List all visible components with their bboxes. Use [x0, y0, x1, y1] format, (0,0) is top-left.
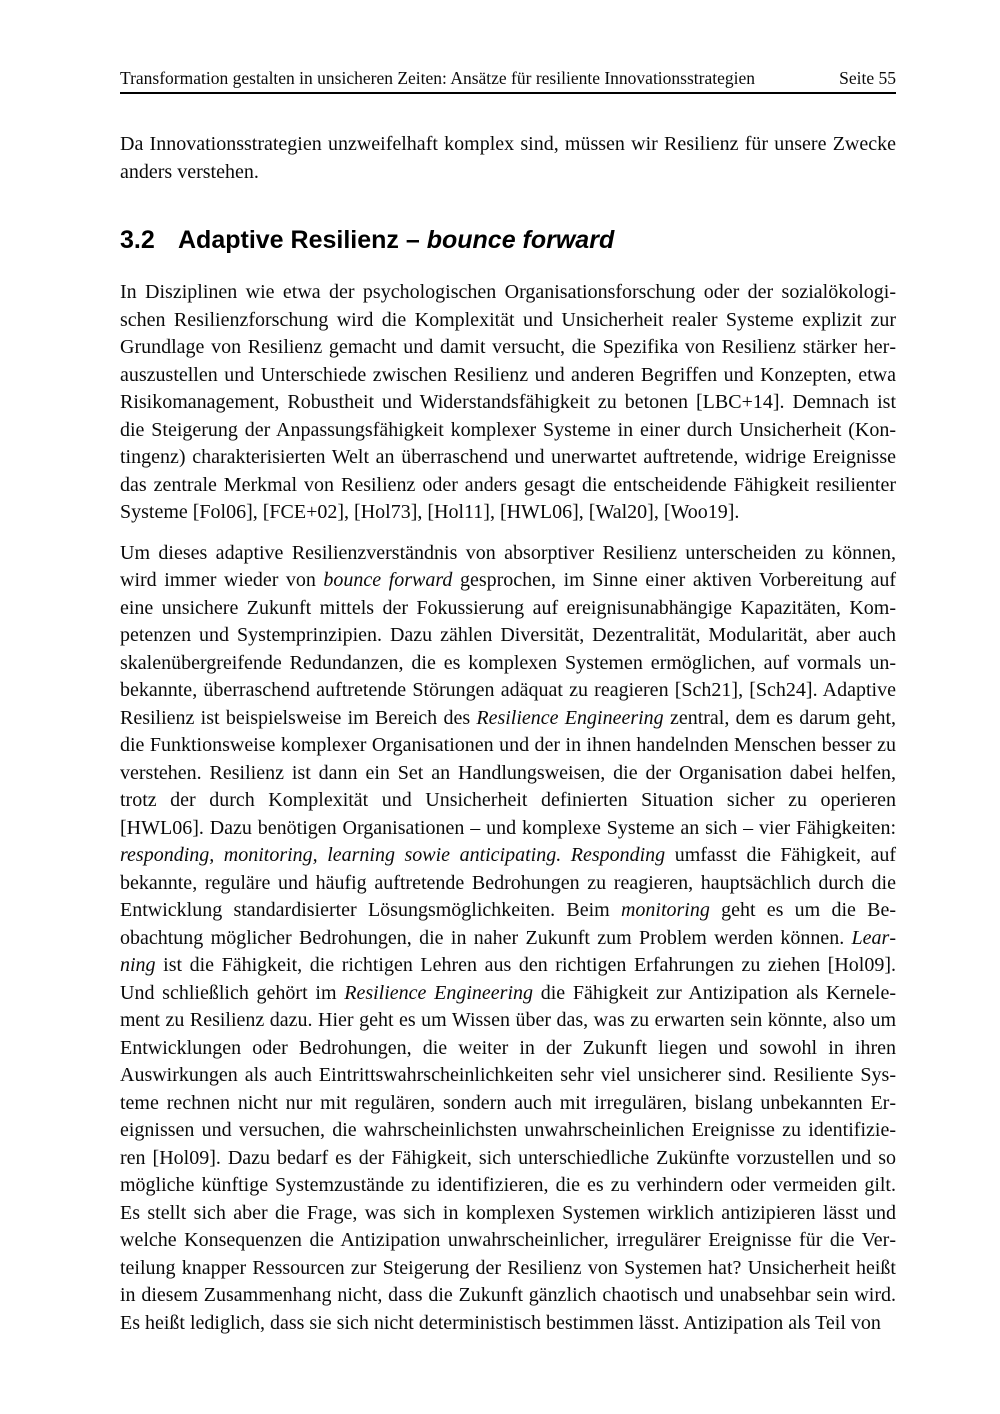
section-number: 3.2	[120, 226, 155, 255]
running-header-title: Transformation gestalten in unsicheren Zeiten: Ansätze für resiliente Innovationsstrategien	[120, 68, 756, 88]
text-run: die Fähigkeit zur Antizipation als Kernelement zu Resilienz dazu. Hier geht es um Wissen über das, was zu erwarten sein könnte, also um Entwicklungen oder Bedrohungen, die weiter in der Zukunft liegen und sowohl in ihren Auswirkungen als auch Eintrittswahrscheinlichkeiten sehr viel unsicherer sind. Resiliente Systeme rechnen nicht nur mit regulären, sondern auch mit irregulären, bislang unbekannten Ereignissen und versuchen, die wahrscheinlichsten unwahrscheinlichen Ereignisse zu identifizieren [Hol09]. Dazu bedarf es der Fähigkeit, sich unterschiedliche Zukünfte vorzustellen und so mögliche künftige Systemzustände zu identifizieren, die es zu verhindern oder vermeiden gilt. Es stellt sich aber die Frage, was sich in komplexen Systemen wirklich antizipieren lässt und welche Konsequenzen die Antizipation unwahrscheinlicher, irregulärer Ereignisse für die Verteilung knapper Ressourcen zur Steigerung der Resilienz von Systemen hat? Unsicherheit heißt in diesem Zusammenhang nicht, dass die Zukunft gänzlich chaotisch und unabsehbar sein wird. Es heißt lediglich, dass sie sich nicht deterministisch bestimmen lässt. Antizipation als Teil von	[120, 981, 896, 1334]
text-run: Um dieses adaptive Resilienzverständnis von absorptiver Resilienz unterscheiden zu können, wird immer wieder von	[120, 541, 896, 592]
text-run: umfasst die Fähigkeit, auf bekannte, reguläre und häufig auftretende Bedrohungen zu reagieren, hauptsächlich durch die Entwicklung standardisierter Lösungsmöglichkeiten. Beim	[120, 844, 897, 922]
section-title: Adaptive Resilienz –	[178, 226, 427, 255]
text-run: zentral, dem es darum geht, die Funktionsweise komplexer Organisationen und der in ihnen handelnden Menschen besser zu verstehen. Resilienz ist dann ein Set an Handlungsweisen, die der Organisation dabei helfen, trotz der durch Komplexität und Unsicherheit definierten Situation sicher zu operieren [HWL06]. Dazu benötigen Organisationen – und komplexe Systeme an sich – vier Fähigkeiten:	[120, 706, 897, 839]
section-title-emphasis: bounce forward	[426, 226, 615, 255]
body-paragraph-2	[120, 540, 896, 1338]
text-run: Da Innovationsstrategien unzweifelhaft komplex sind, müssen wir Resilienz für unsere Zwecke anders verstehen.	[120, 133, 896, 183]
emphasized-text-run: bounce forward	[323, 569, 453, 592]
text-run: gesprochen, im Sinne einer aktiven Vorbereitung auf eine unsichere Zukunft mittels der Fokussierung auf ereignisunabhängige Kapazitäten, Kompetenzen und Systemprinzipien. Dazu zählen Diversität, Dezentralität, Modularität, aber auch skalenübergreifende Redundanzen, die es komplexen Systemen ermöglichen, auf vormals unbekannte, überraschend auftretende Störungen adäquat zu reagieren [Sch21], [Sch24]. Adaptive Resilienz ist beispielsweise im Bereich des	[120, 569, 896, 729]
emphasized-text-run: Resilience Engineering	[476, 706, 664, 729]
emphasized-text-run: responding, monitoring, learning sowie anticipating. Responding	[120, 844, 666, 867]
emphasized-text-run: Resilience Engineering	[344, 981, 534, 1004]
running-header	[120, 68, 896, 94]
emphasized-text-run: Learning	[120, 926, 896, 977]
page-body	[120, 131, 896, 1337]
page-number: Seite 55	[839, 68, 896, 88]
intro-paragraph	[120, 131, 896, 186]
text-run: In Disziplinen wie etwa der psychologischen Organisationsforschung oder der sozialökologischen Resilienzforschung wird die Komplexität und Unsicherheit realer Systeme explizit zur Grundlage von Resilienz gemacht und damit versucht, die Spezifika von Resilienz stärker herauszustellen und Unterschiede zwischen Resilienz und anderen Begriffen und Konzepten, etwa Risikomanagement, Robustheit und Widerstandsfähigkeit zu betonen [LBC+14]. Demnach ist die Steigerung der Anpassungsfähigkeit komplexer Systeme in einer durch Unsicherheit (Kontingenz) charakterisierten Welt an überraschend und unerwartet auftretende, widrige Ereignisse das zentrale Merkmal von Resilienz oder anders gesagt die entscheidende Fähigkeit resilienter Systeme [Fol06], [FCE+02], [Hol73], [Hol11], [HWL06], [Wal20], [Woo19].	[120, 281, 896, 524]
body-paragraph-1	[120, 279, 896, 527]
text-run: geht es um die Beobachtung möglicher Bedrohungen, die in naher Zukunft zum Problem werden können.	[120, 899, 896, 949]
text-run: ist die Fähigkeit, die richtigen Lehren aus den richtigen Erfahrungen zu ziehen [Hol09]. Und schließlich gehört im	[120, 954, 896, 1004]
section-heading	[120, 225, 896, 255]
emphasized-text-run: monitoring	[620, 899, 710, 922]
